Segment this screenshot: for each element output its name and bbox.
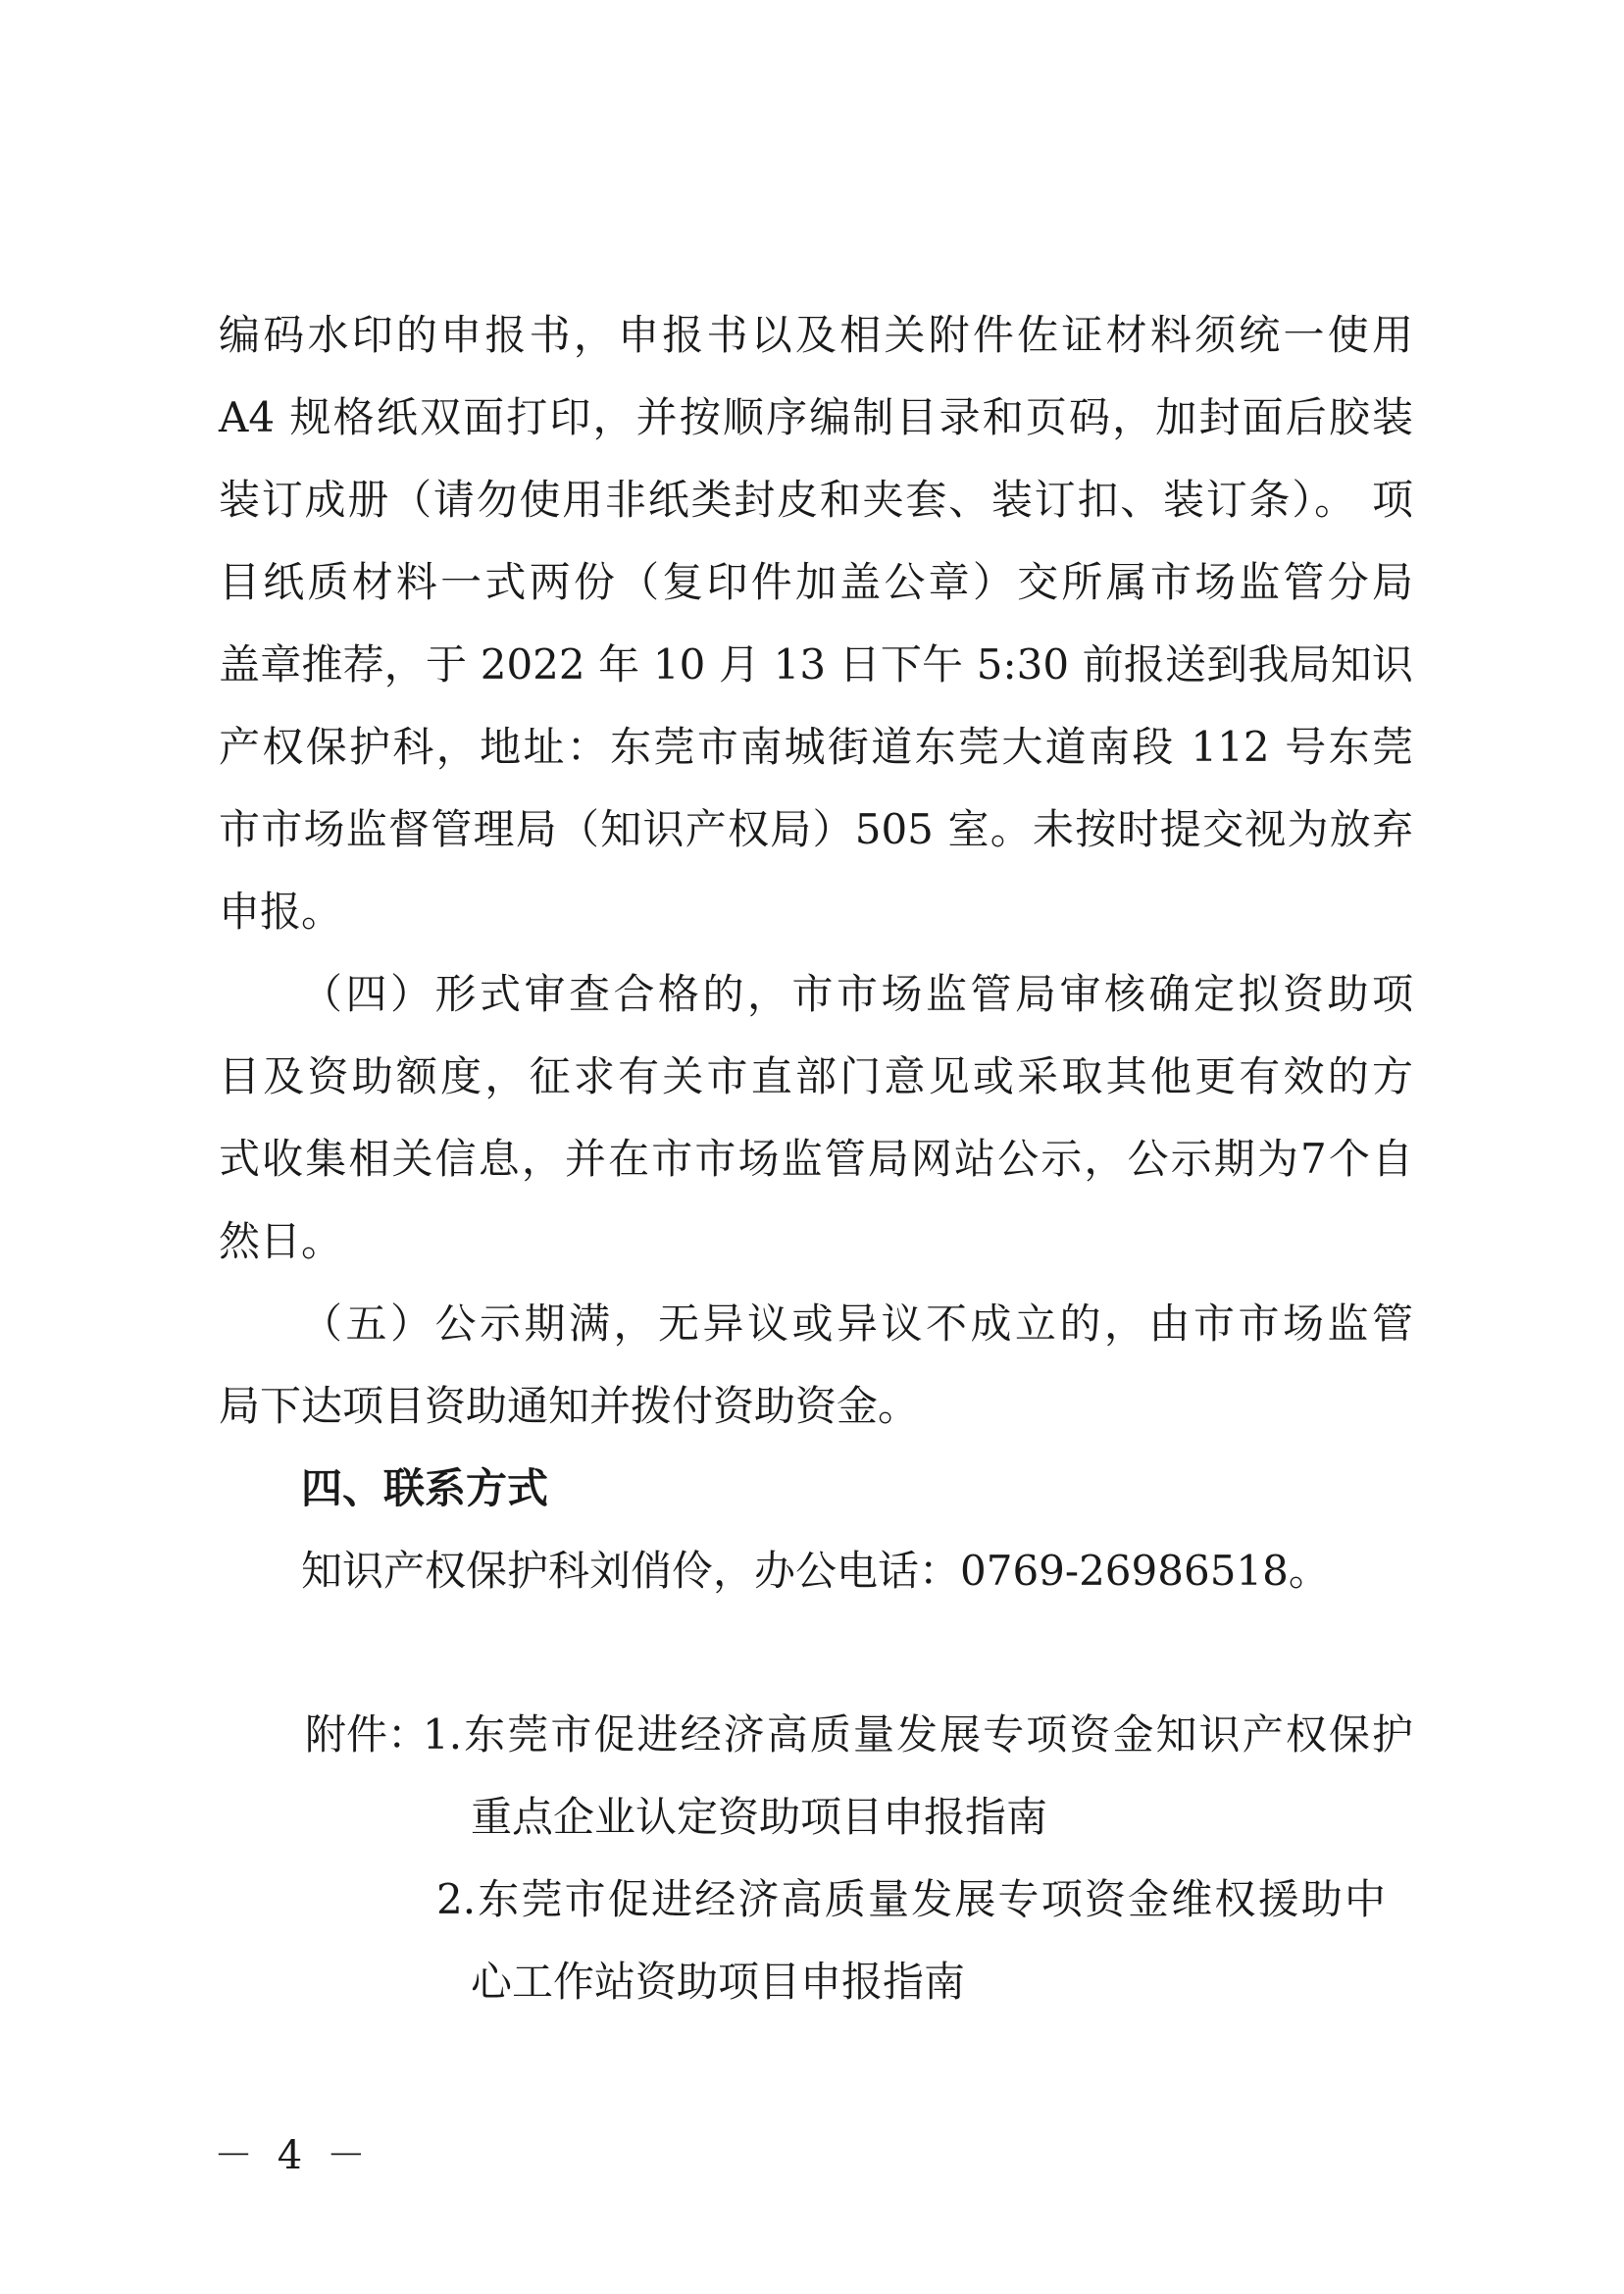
paragraph-line: 目纸质材料一式两份（复印件加盖公章）交所属市场监管分局 (219, 558, 1413, 606)
item-four-line: 然日。 (219, 1217, 343, 1265)
attachment-item-1-continued: 重点企业认定资助项目申报指南 (471, 1793, 1048, 1841)
item-four-line: 式收集相关信息，并在市市场监管局网站公示，公示期为7个自 (219, 1135, 1413, 1183)
paragraph-line: 盖章推荐，于 2022 年 10 月 13 日下午 5:30 前报送到我局知识 (219, 640, 1413, 688)
attachment-item-2-continued: 心工作站资助项目申报指南 (471, 1958, 966, 2006)
attachment-item-2: 2.东莞市促进经济高质量发展专项资金维权援助中 (436, 1875, 1386, 1923)
section-heading: 四、联系方式 (301, 1464, 549, 1512)
paragraph-line: 产权保护科，地址：东莞市南城街道东莞大道南段 112 号东莞 (219, 723, 1413, 771)
paragraph-line: A4 规格纸双面打印，并按顺序编制目录和页码，加封面后胶装 (219, 393, 1413, 441)
item-five-line: 局下达项目资助通知并拨付资助资金。 (219, 1382, 920, 1430)
paragraph-line: 申报。 (219, 888, 343, 936)
page-number: － 4 － (214, 2133, 372, 2178)
item-four-line: （四）形式审查合格的，市市场监管局审核确定拟资助项 (301, 970, 1413, 1018)
contact-line: 知识产权保护科刘俏伶，办公电话：0769-26986518。 (301, 1547, 1330, 1595)
paragraph-line: 装订成册（请勿使用非纸类封皮和夹套、装订扣、装订条）。 项 (219, 476, 1413, 524)
item-four-line: 目及资助额度，征求有关市直部门意见或采取其他更有效的方 (219, 1052, 1413, 1100)
attachments-label: 附件： (305, 1710, 430, 1759)
paragraph-line: 市市场监督管理局（知识产权局）505 室。未按时提交视为放弃 (219, 805, 1413, 853)
attachment-item-1: 1.东莞市促进经济高质量发展专项资金知识产权保护 (423, 1710, 1413, 1759)
paragraph-line: 编码水印的申报书，申报书以及相关附件佐证材料须统一使用 (219, 311, 1413, 359)
item-five-line: （五）公示期满，无异议或异议不成立的，由市市场监管 (301, 1300, 1413, 1348)
